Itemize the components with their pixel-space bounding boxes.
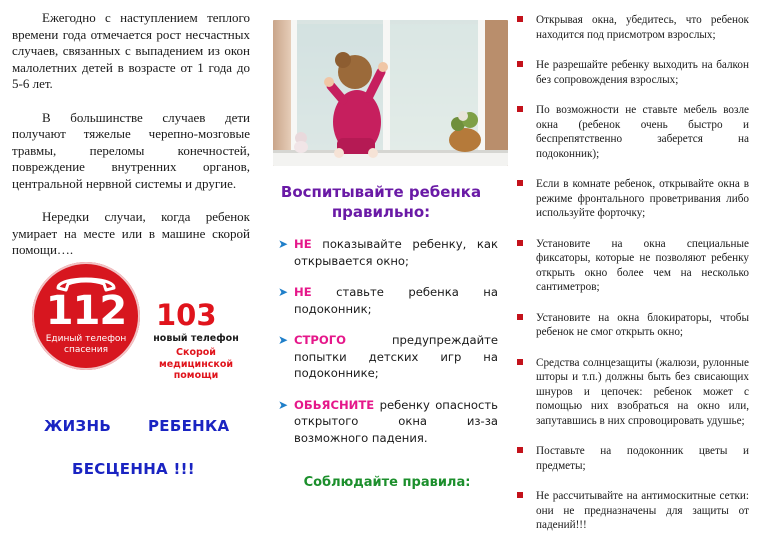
emergency-112-caption: Единый телефон спасения — [45, 334, 127, 355]
child-at-window-photo — [273, 20, 508, 166]
emergency-numbers — [32, 262, 242, 381]
safety-tips-column — [517, 13, 749, 533]
list-item — [517, 311, 749, 340]
slogan-word-1: ЖИЗНЬ — [44, 417, 112, 435]
tip-text: Открывая окна, убедитесь, что ребенок находится под присмотром взрослых; — [536, 14, 749, 41]
rule-keyword: НЕ — [294, 285, 312, 299]
rule-text: ставьте ребенка на подоконник; — [294, 285, 498, 316]
square-bullet-icon — [517, 359, 523, 365]
rule-keyword: СТРОГО — [294, 333, 347, 347]
list-item — [517, 237, 749, 295]
emergency-112-badge — [32, 262, 140, 370]
list-item — [517, 58, 749, 87]
tip-text: Средства солнцезащиты (жалюзи, рулонные шторы и т.п.) должны быть без свисающих шнуров и цепочек: ребенок может с помощью них взобраться на окно или, запутавшись в них спровоцировать удушье; — [536, 356, 749, 427]
intro-paragraph-3: Нередки случаи, когда ребенок умирает на месте или в машине скорой помощи…. — [12, 209, 250, 257]
list-item — [276, 236, 498, 269]
list-item — [517, 489, 749, 533]
tip-text: Не рассчитывайте на антимоскитные сетки: они не предназначены для защиты от падений!!! — [536, 490, 749, 531]
intro-paragraph-1: Ежегодно с наступлением теплого времени года отмечается рост несчастных случаев, связанных с выпадением из окон малолетних детей в возрасте от 1 года до 5-6 лет. — [12, 10, 250, 91]
list-item — [276, 397, 498, 447]
square-bullet-icon — [517, 106, 523, 112]
arrow-bullet-icon: ➤ — [278, 333, 289, 347]
square-bullet-icon — [517, 16, 523, 22]
square-bullet-icon — [517, 240, 523, 246]
list-item — [517, 177, 749, 221]
intro-paragraph-2: В большинстве случаев дети получают тяжелые черепно-мозговые травмы, переломы конечностей, повреждение внутренних органов, центральной нервной системы и другие. — [12, 109, 250, 191]
tip-text: Установите на окна специальные фиксаторы, которые не позволяют ребенку открыть окно более чем на несколько сантиметров; — [536, 237, 749, 293]
rule-text: показывайте ребенку, как открывается окно; — [294, 237, 498, 268]
list-item — [517, 356, 749, 429]
arrow-bullet-icon: ➤ — [278, 285, 289, 299]
rule-keyword: НЕ — [294, 237, 312, 251]
ambulance-103-number: 103 — [156, 298, 217, 332]
square-bullet-icon — [517, 61, 523, 67]
arrow-bullet-icon: ➤ — [278, 397, 289, 412]
emergency-112-number: 112 — [45, 288, 127, 334]
rule-keyword: ОБЬЯСНИТЕ — [294, 397, 375, 412]
list-item — [517, 444, 749, 473]
ambulance-103-caption-2: Скорой медицинской помощи — [158, 347, 234, 381]
list-item — [517, 13, 749, 42]
raise-child-heading-line-1: Воспитывайте ребенка — [280, 183, 482, 201]
follow-rules-heading: Соблюдайте правила: — [303, 475, 471, 490]
intro-column — [12, 10, 250, 259]
tip-text: Не разрешайте ребенку выходить на балкон без сопровождения взрослых; — [536, 59, 749, 86]
tip-text: Установите на окна блокираторы, чтобы ребенок не смог открыть окно; — [536, 311, 749, 338]
parenting-rules-list — [276, 236, 498, 461]
ambulance-103-caption-1: новый телефон — [153, 333, 239, 344]
slogan-word-2: РЕБЕНКА — [148, 417, 230, 435]
rule-text: предупреждайте попытки детских игр на подоконнике; — [294, 333, 498, 380]
arrow-bullet-icon: ➤ — [278, 237, 289, 251]
list-item — [276, 284, 498, 317]
square-bullet-icon — [517, 180, 523, 186]
square-bullet-icon — [517, 314, 523, 320]
tip-text: Если в комнате ребенок, открывайте окна в режиме фронтального проветривания либо используйте форточку; — [536, 178, 749, 219]
square-bullet-icon — [517, 447, 523, 453]
square-bullet-icon — [517, 492, 523, 498]
rule-text: ребенку опасность открытого окна из-за возможного падения. — [294, 397, 498, 445]
tip-text: По возможности не ставьте мебель возле окна (ребенок очень быстро и беспрепятственно заберется на подоконник); — [536, 104, 749, 160]
raise-child-heading-line-2: правильно: — [331, 203, 431, 221]
list-item — [517, 103, 749, 161]
slogan-line-2: БЕСЦЕННА !!! — [72, 460, 195, 478]
tip-text: Поставьте на подоконник цветы и предметы; — [536, 445, 749, 472]
list-item — [276, 332, 498, 382]
raise-child-heading — [276, 182, 486, 222]
